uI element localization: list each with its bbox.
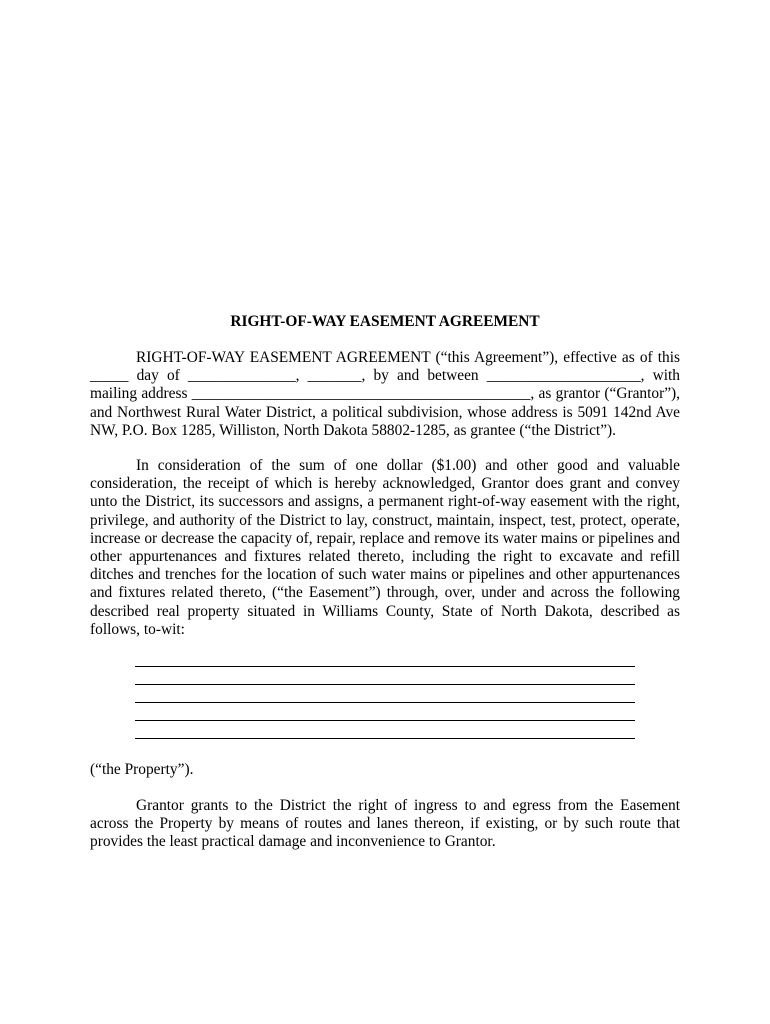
consideration-paragraph: In consideration of the sum of one dollar ($1.00) and other good and valuable consideration, the receipt of which is hereby acknowledged, Grantor does grant and convey unto the District, its successors and assigns, a permanent right-of-way easement with the right, privilege, and authority of the District to lay, construct, maintain, inspect, test, protect, operate, increase or decrease the capacity of, repair, replace and remove its water mains or pipelines and other appurtenances and fixtures related thereto, including the right to excavate and refill ditches and trenches for the location of such water mains or pipelines and other appurtenances and fixtures related thereto, (“the Easement”) through, over, under and across the following described real property situated in Williams County, State of North Dakota, described as follows, to-wit: (90, 457, 680, 638)
property-description-line (135, 684, 635, 685)
property-label: (“the Property”). (90, 761, 194, 778)
agreement-intro-paragraph: RIGHT-OF-WAY EASEMENT AGREEMENT (“this Agreement”), effective as of this _____ day of ______________, _______, by and between ____________________, with mailing address ____________________________________________, as grantor (“Grantor”), and Northwest Rural Water District, a political subdivision, whose address is 5091 142nd Ave NW, P.O. Box 1285, Williston, North Dakota 58802-1285, as grantee (“the District”). (90, 349, 680, 439)
property-description-line (135, 738, 635, 739)
property-description-line (135, 702, 635, 703)
property-description-line (135, 720, 635, 721)
ingress-egress-paragraph: Grantor grants to the District the right of ingress to and egress from the Easement across the Property by means of routes and lanes thereon, if existing, or by such route that provides the least practical damage and inconvenience to Grantor. (90, 797, 680, 851)
document-title: RIGHT-OF-WAY EASEMENT AGREEMENT (230, 313, 540, 330)
property-description-line (135, 666, 635, 667)
